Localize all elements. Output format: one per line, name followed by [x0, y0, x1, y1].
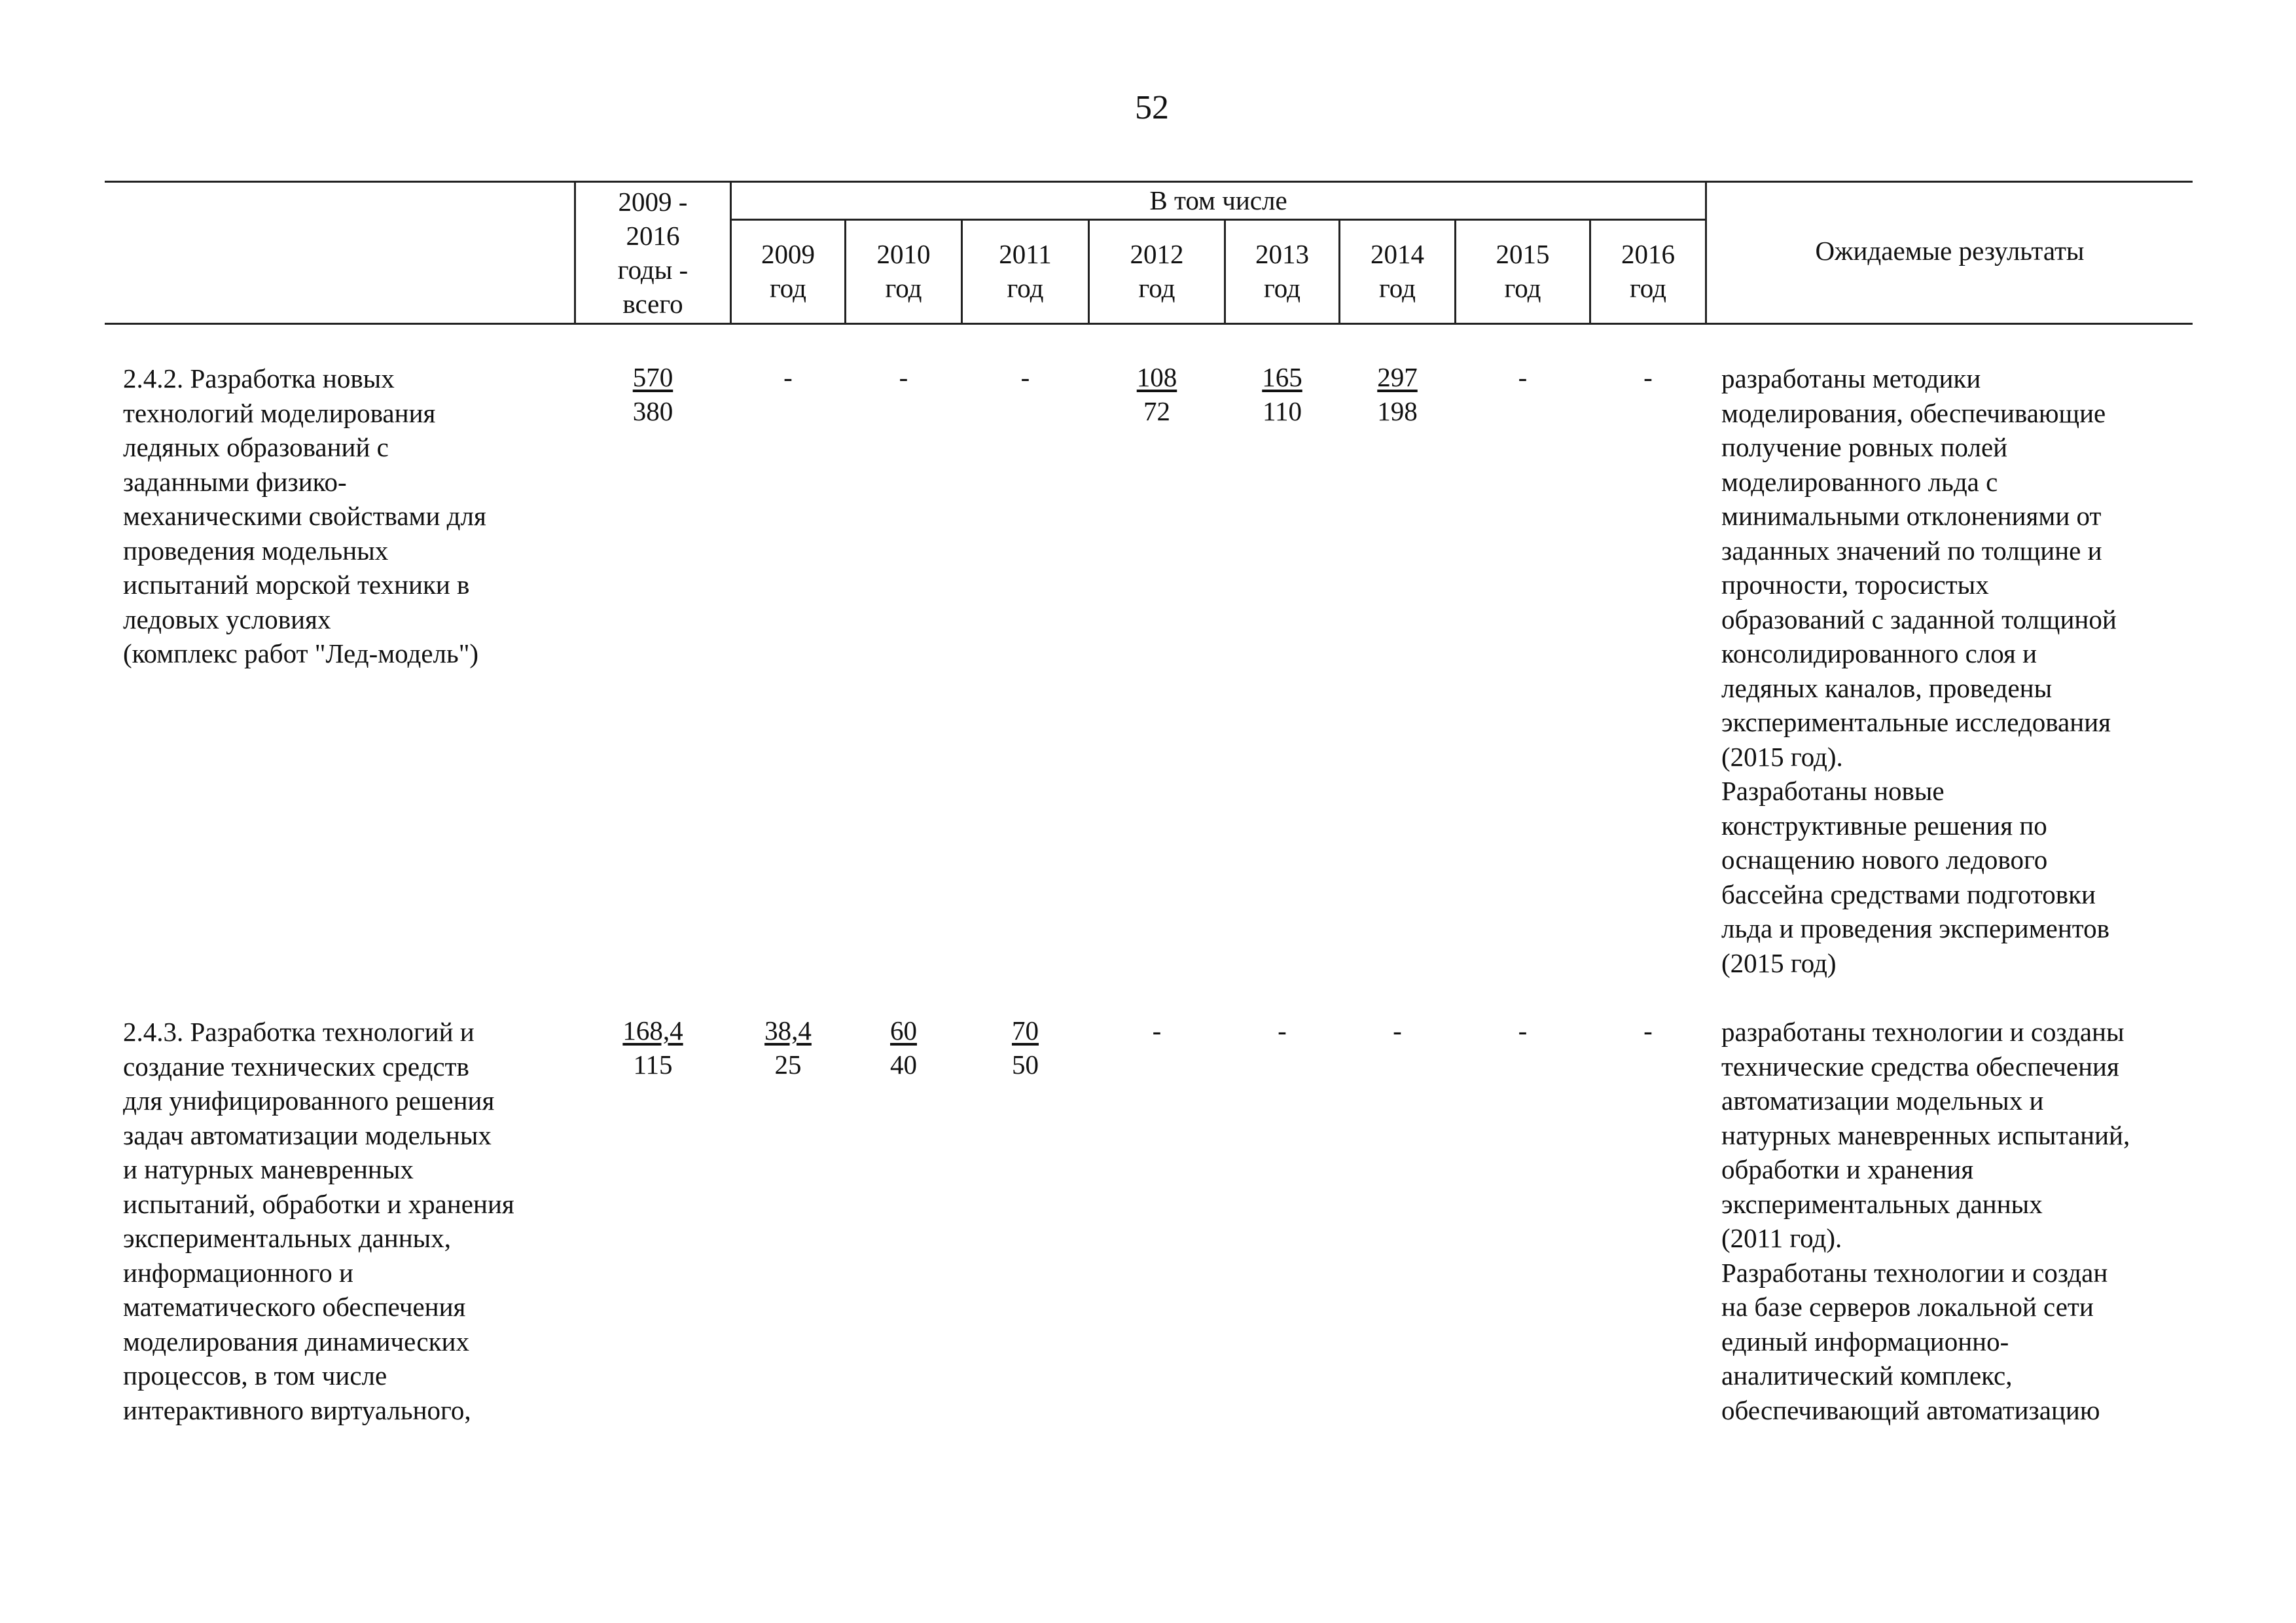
cell-2015: -	[1518, 362, 1528, 392]
cell-2014: 297 198	[1377, 362, 1418, 426]
cell-2014: -	[1393, 1015, 1402, 1046]
row-results: разработаны технологии и созданы технические средства обеспечения автоматизации модельных и натурных маневренных испытаний, обработки и хранения экспериментальных данных (2011 год). Разработаны технологии и создан на базе серверов локальной сети единый информационно- аналитический комплекс, обеспечивающий автоматизацию	[1721, 1017, 2130, 1425]
cell-total: 570 380	[632, 362, 673, 426]
page-number: 52	[1135, 89, 1169, 126]
cell-2012: -	[1152, 1015, 1162, 1046]
cell-2013: 165 110	[1262, 362, 1302, 426]
cell-2016: -	[1643, 1015, 1653, 1046]
header-year-2015: 2015 год	[1496, 239, 1550, 303]
year-header-rule	[730, 219, 1705, 221]
header-year-2013: 2013 год	[1255, 239, 1309, 303]
cell-2015: -	[1518, 1015, 1528, 1046]
header-results: Ожидаемые результаты	[1815, 236, 2085, 266]
header-year-2010: 2010 год	[876, 239, 931, 303]
cell-2009: -	[783, 362, 793, 392]
header-year-2016: 2016 год	[1621, 239, 1675, 303]
header-bottom-rule	[105, 323, 2193, 325]
cell-2009: 38,4 25	[764, 1015, 812, 1080]
cell-total: 168,4 115	[622, 1015, 683, 1080]
header-year-2012: 2012 год	[1130, 239, 1184, 303]
cell-2011: 70 50	[1012, 1015, 1039, 1080]
row-results: разработаны методики моделирования, обеспечивающие получение ровных полей моделированного льда с минимальными отклонениями от заданных значений по толщине и прочности, торосистых образований с заданной толщиной консолидированного слоя и ледяных каналов, проведены экспериментальные исследования (2015 год). Разработаны новые конструктивные решения по оснащению нового ледового бассейна средствами подготовки льда и проведения экспериментов (2015 год)	[1721, 363, 2117, 978]
cell-2013: -	[1278, 1015, 1287, 1046]
row-description: 2.4.3. Разработка технологий и создание технических средств для унифицированного решения задач автоматизации модельных и натурных маневренных испытаний, обработки и хранения экспериментальных данных, информационного и математического обеспечения моделирования динамических процессов, в том числе интерактивного виртуального,	[123, 1017, 514, 1425]
header-year-2014: 2014 год	[1371, 239, 1424, 303]
row-description: 2.4.2. Разработка новых технологий моделирования ледяных образований с заданными физико- механическими свойствами для проведения модельных испытаний морской техники в ледовых условиях (комплекс работ "Лед-модель")	[123, 363, 486, 668]
header-top-rule	[105, 181, 2193, 183]
header-year-2011: 2011 год	[999, 239, 1052, 303]
cell-2010: 60 40	[890, 1015, 917, 1080]
header-in-total: В том числе	[1149, 185, 1287, 215]
header-year-2009: 2009 год	[761, 239, 815, 303]
cell-2011: -	[1020, 362, 1030, 392]
cell-2016: -	[1643, 362, 1653, 392]
cell-2012: 108 72	[1136, 362, 1177, 426]
header-total: 2009 - 2016 годы - всего	[617, 187, 689, 319]
cell-2010: -	[899, 362, 908, 392]
